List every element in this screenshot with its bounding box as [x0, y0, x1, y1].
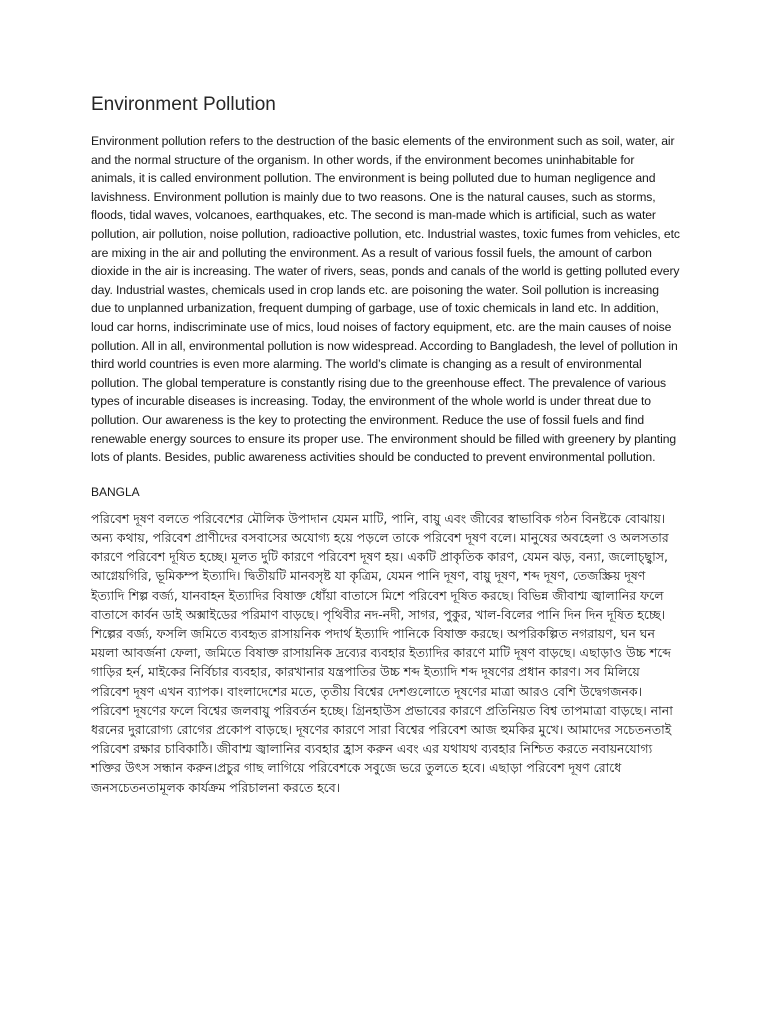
document-title: Environment Pollution: [91, 94, 276, 115]
english-paragraph: Environment pollution refers to the destruction of the basic elements of the environment such as soil, water, air and the normal structure of the organism. In other words, if the environment becomes uninhabitable for animals, it is called environment pollution. The environment is being polluted due to human negligence and lavishness. Environment pollution is mainly due to two reasons. One is the natural causes, such as storms, floods, tidal waves, volcanoes, earthquakes, etc. The second is man-made which is artificial, such as water pollution, air pollution, noise pollution, radioactive pollution, etc. Industrial wastes, toxic fumes from vehicles, etc are mixing in the air and polluting the environment. As a result of various fossil fuels, the amount of carbon dioxide in the air is increasing. The water of rivers, seas, ponds and canals of the world is getting polluted every day. Industrial wastes, chemicals used in crop lands etc. are poisoning the water. Soil pollution is increasing due to unplanned urbanization, frequent dumping of garbage, use of toxic chemicals in land etc. In addition, loud car horns, indiscriminate use of mics, loud noises of factory equipment, etc. are the main causes of noise pollution. All in all, environmental pollution is now widespread. According to Bangladesh, the level of pollution in third world countries is even more alarming. The world’s climate is changing as a result of environmental pollution. The global temperature is constantly rising due to the greenhouse effect. The prevalence of various types of incurable diseases is increasing. Today, the environment of the whole world is under threat due to pollution. Our awareness is the key to protecting the environment. Reduce the use of fossil fuels and find renewable energy sources to ensure its proper use. The environment should be filled with greenery by planting lots of plants. Besides, public awareness activities should be conducted to prevent environmental pollution.: [91, 134, 680, 465]
document-content: [91, 92, 681, 797]
section-label-bangla: BANGLA: [91, 484, 140, 499]
bangla-paragraph: পরিবেশ দূষণ বলতে পরিবেশের মৌলিক উপাদান যেমন মাটি, পানি, বায়ু এবং জীবের স্বাভাবিক গঠন বিনষ্টকে বোঝায়। অন্য কথায়, পরিবেশ প্রাণীদের বসবাসের অযোগ্য হয়ে পড়লে তাকে পরিবেশ দূষণ বলে। মানুষের অবহেলা ও অলসতার কারণে পরিবেশ দূষিত হচ্ছে। মূলত দুটি কারণে পরিবেশ দূষণ হয়। একটি প্রাকৃতিক কারণ, যেমন ঝড়, বন্যা, জলোচ্ছ্বাস, আগ্নেয়গিরি, ভূমিকম্প ইত্যাদি। দ্বিতীয়টি মানবসৃষ্ট যা কৃত্রিম, যেমন পানি দূষণ, বায়ু দূষণ, শব্দ দূষণ, তেজস্ক্রিয় দূষণ ইত্যাদি শিল্প বর্জ্য, যানবাহন ইত্যাদির বিষাক্ত ধোঁয়া বাতাসে মিশে পরিবেশ দূষিত করছে। বিভিন্ন জীবাশ্ম জ্বালানির ফলে বাতাসে কার্বন ডাই অক্সাইডের পরিমাণ বাড়ছে। পৃথিবীর নদ-নদী, সাগর, পুকুর, খাল-বিলের পানি দিন দিন দূষিত হচ্ছে। শিল্পের বর্জ্য, ফসলি জমিতে ব্যবহৃত রাসায়নিক পদার্থ ইত্যাদি পানিকে বিষাক্ত করছে। অপরিকল্পিত নগরায়ণ, ঘন ঘন ময়লা আবর্জনা ফেলা, জমিতে বিষাক্ত রাসায়নিক দ্রব্যের ব্যবহার ইত্যাদির কারণে মাটি দূষণ বাড়ছে। এছাড়াও উচ্চ শব্দে গাড়ির হর্ন, মাইকের নির্বিচার ব্যবহার, কারখানার যন্ত্রপাতির উচ্চ শব্দ ইত্যাদি শব্দ দূষণের প্রধান কারণ। সব মিলিয়ে পরিবেশ দূষণ এখন ব্যাপক। বাংলাদেশের মতে, তৃতীয় বিশ্বের দেশগুলোতে দূষণের মাত্রা আরও বেশি উদ্বেগজনক। পরিবেশ দূষণের ফলে বিশ্বের জলবায়ু পরিবর্তন হচ্ছে। গ্রিনহাউস প্রভাবের কারণে প্রতিনিয়ত বিশ্ব তাপমাত্রা বাড়ছে। নানা ধরনের দুরারোগ্য রোগের প্রকোপ বাড়ছে। দূষণের কারণে সারা বিশ্বের পরিবেশ আজ হুমকির মুখে। আমাদের সচেতনতাই পরিবেশ রক্ষার চাবিকাঠি। জীবাশ্ম জ্বালানির ব্যবহার হ্রাস করুন এবং এর যথাযথ ব্যবহার নিশ্চিত করতে নবায়নযোগ্য শক্তির উৎস সন্ধান করুন।প্রচুর গাছ লাগিয়ে পরিবেশকে সবুজে ভরে তুলতে হবে। এছাড়া পরিবেশ দূষণ রোধে জনসচেতনতামূলক কার্যক্রম পরিচালনা করতে হবে।: [91, 510, 673, 795]
